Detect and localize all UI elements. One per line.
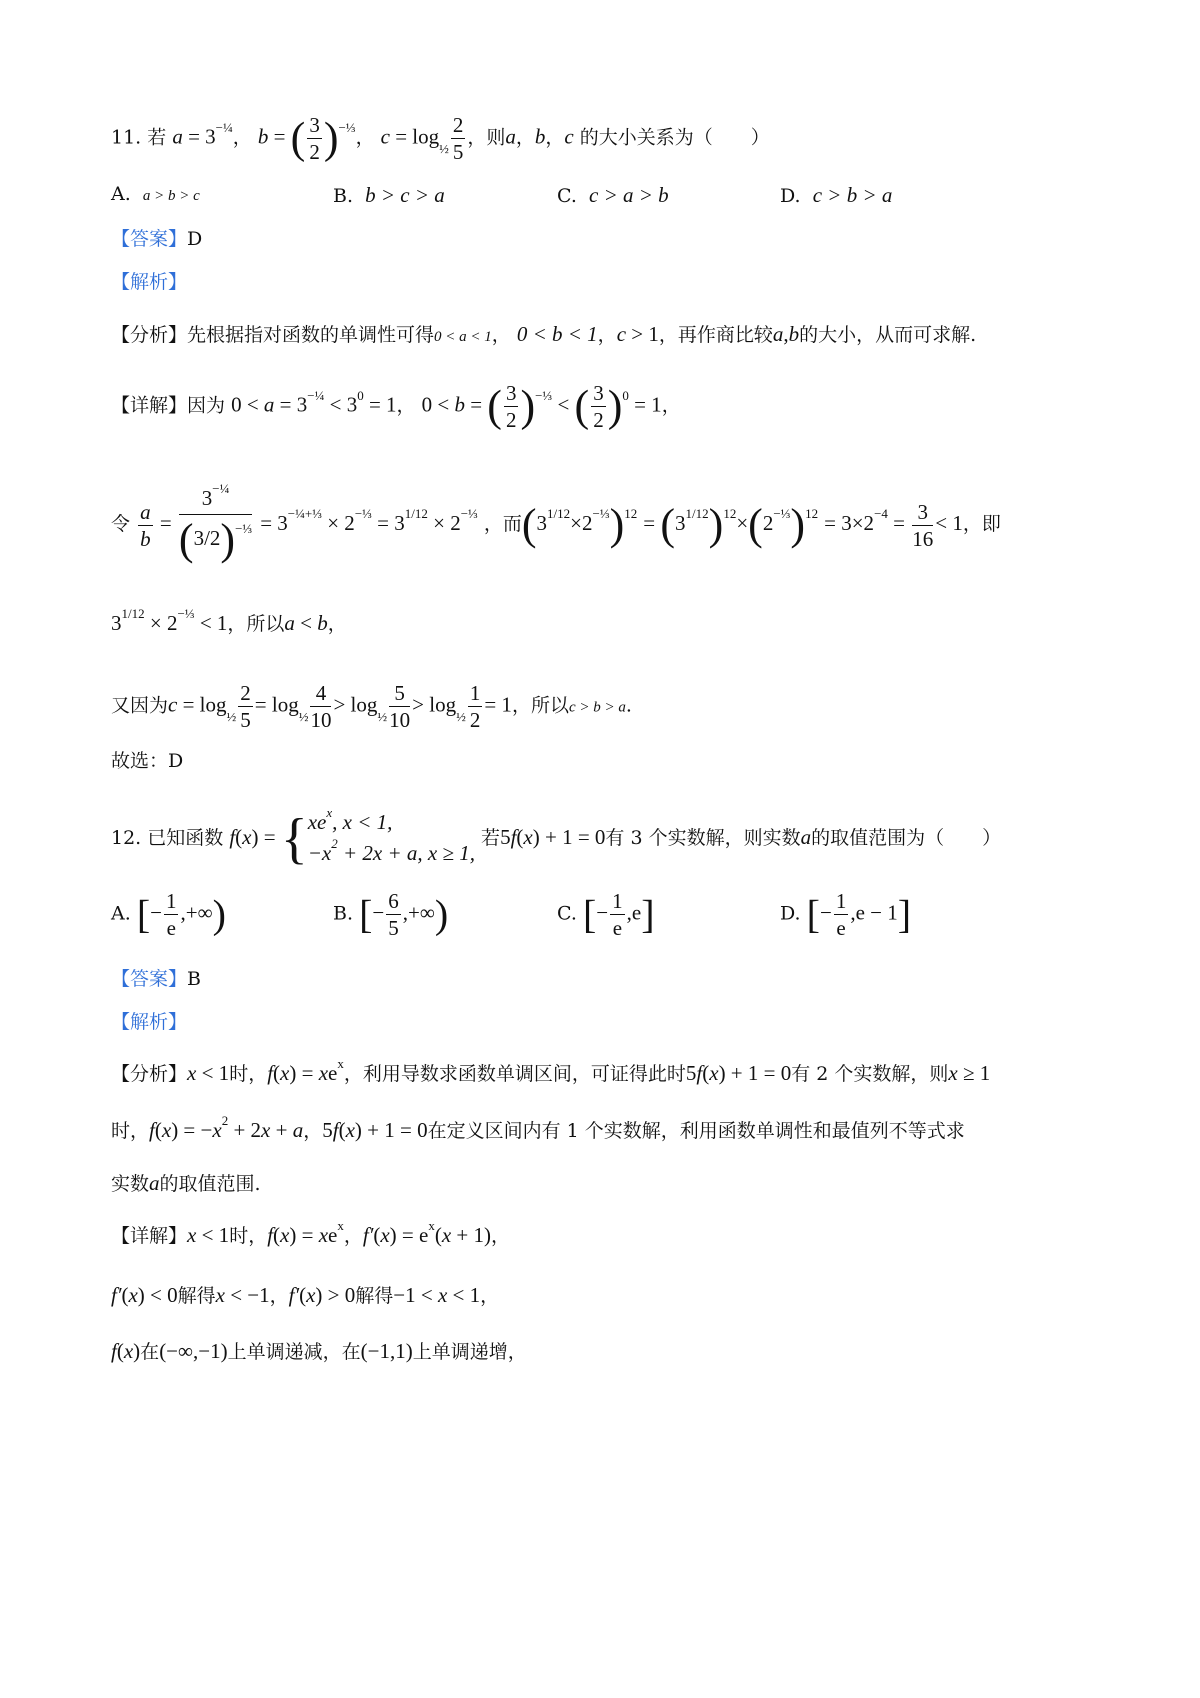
answer-tag: 【答案】 bbox=[111, 228, 188, 250]
q12-option-a: A. [− $\frac{1}{e}$ ,+∞) bbox=[111, 889, 226, 940]
q12-detail-3: f(x)在(−∞,−1)上单调递减，在(−1,1)上单调递增， bbox=[111, 1339, 527, 1363]
answer-tag: 【答案】 bbox=[111, 968, 188, 990]
analysis-tag: 【解析】 bbox=[111, 1011, 188, 1033]
q12-detail-2: f′(x) < 0解得x < −1，f′(x) > 0解得−1 < x < 1， bbox=[111, 1283, 500, 1307]
q11-stem: 11. 若 $a = 3^{-\frac{1}{4}}$， b = ( $\frac{3}{2}$ )$^{-\frac{1}{3}}$， $c = \log_{\frac{1}{2}}$ $\frac{2}{5}$ ，则a，b，c 的大小关系为（ ） bbox=[111, 113, 770, 164]
q11-option-a: A. a > b > c bbox=[111, 183, 200, 205]
q11-answer: 【答案】D bbox=[111, 228, 203, 250]
q12-detail-1: 【详解】x < 1时，$f(x) = xe^x$，$f'(x) = e^x(x + 1)$， bbox=[111, 1218, 511, 1247]
q11-option-c: C. c > a > b bbox=[557, 183, 669, 207]
q12-fenxi-2: 时，$f(x) = -x^2 + 2x + a$，5f(x) + 1 = 0在定义区间内有 1 个实数解，利用函数单调性和最值列不等式求 bbox=[111, 1113, 965, 1142]
q12-jiexi bbox=[111, 1009, 187, 1035]
q11-jiexi bbox=[111, 269, 187, 295]
q12-option-b: B. [− $\frac{6}{5}$ ,+∞) bbox=[333, 889, 449, 940]
q11-option-d: D. c > b > a bbox=[780, 183, 893, 207]
q12-stem: 12. 已知函数 f(x) = { $xe^x$, x < 1, $-x^2 + 2x + a$, x ≥ 1, 若5f(x) + 1 = 0有 3 个实数解，则实数a的取值范围为（ ） bbox=[111, 805, 1002, 870]
q12-option-d: D. [− $\frac{1}{e}$ ,e − 1] bbox=[780, 889, 912, 940]
q12-option-c: C. [− $\frac{1}{e}$ ,e] bbox=[557, 889, 655, 940]
analysis-tag: 【解析】 bbox=[111, 271, 188, 293]
q11-option-b: B. b > c > a bbox=[333, 183, 445, 207]
q11-detail-4: 又因为$c = \log_{\frac{1}{2}}$ $\frac{2}{5}$ = $\log_{\frac{1}{2}}$ $\frac{4}{10}$ > $\log_{\frac{1}{2}}$ $\frac{5}{10}$ > $\log_{\frac{1}{2}}$ $\frac{1}{2}$ = 1，所以c > b > a. bbox=[111, 681, 632, 732]
q11-detail-3: $3^{1/12} \times 2^{-\frac{1}{3}} < 1$，所以a < b， bbox=[111, 606, 347, 635]
q11-detail-1: 【详解】因为 $0 < a = 3^{-\frac{1}{4}} < 3^0 = 1$， 0 < b = ( $\frac{3}{2}$ )$^{-\frac{1}{3}}$ < ( $\frac{3}{2}$ )$^0$ = 1， bbox=[111, 381, 681, 432]
q11-detail-2: 令 $\frac{a}{b}$ = $\frac{3^{-\frac{1}{4}}}{(3/2)^{-\frac{1}{3}}}$ = $3^{-\frac{1}{4}+\frac{1}{3}} \times 2^{-\frac{1}{3}} = 3^{1/12} \times 2^{-\frac{1}{3}}$ ，而$(3^{1/12}\times 2^{-\frac{1}{3}})^{12} = (3^{1/12})^{12}\times(2^{-\frac{1}{3}})^{12} = 3\times 2^{-4}$ = $\frac{3}{16}$ < 1，即 bbox=[111, 481, 1001, 564]
q11-choose: 故选：D bbox=[111, 750, 184, 772]
question-number: 11. bbox=[111, 126, 142, 149]
q11-fenxi: 【分析】先根据指对函数的单调性可得0 < a < 1， 0 < b < 1，c > 1，再作商比较a,b的大小，从而可求解. bbox=[111, 322, 977, 346]
q12-answer: 【答案】B bbox=[111, 968, 201, 990]
q12-fenxi-1: 【分析】x < 1时，$f(x) = xe^x$，利用导数求函数单调区间，可证得此时5f(x) + 1 = 0有 2 个实数解，则x ≥ 1 bbox=[111, 1056, 991, 1085]
q12-fenxi-3: 实数a的取值范围. bbox=[111, 1171, 261, 1195]
